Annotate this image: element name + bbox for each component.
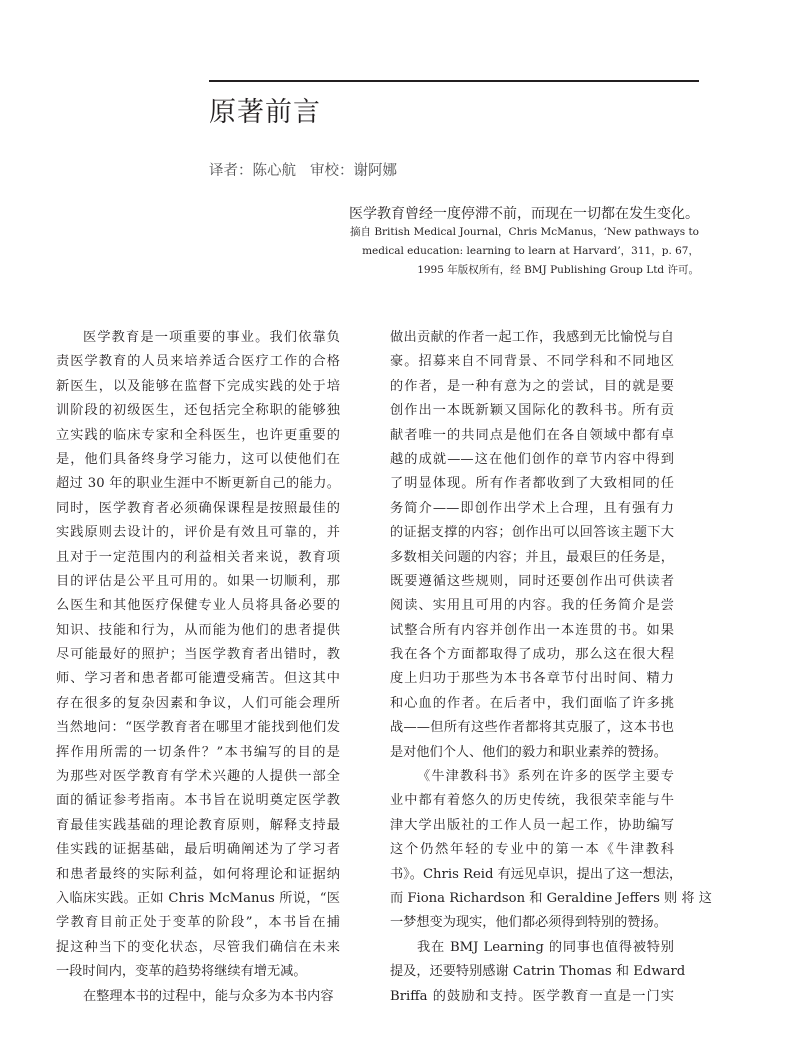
text-line: 了明显体现。所有作者都收到了大致相同的任: [390, 476, 674, 492]
text-line: 豪。招募来自不同背景、不同学科和不同地区: [390, 354, 674, 370]
epigraph-quote: 医学教育曾经一度停滞不前，而现在一切都在发生变化。: [349, 206, 699, 222]
text-line: 多数相关问题的内容；并且，最艰巨的任务是，: [390, 549, 674, 565]
text-line: 立实践的临床专家和全科医生，也许更重要的: [56, 427, 340, 443]
text-line: 度上归功于那些为本书各章节付出时间、精力: [390, 671, 674, 687]
credits: [209, 160, 397, 182]
text-line: 提及，还要特别感谢 Catrin Thomas 和 Edward: [390, 964, 686, 980]
source-line: 1995 年版权所有，经 BMJ Publishing Group Ltd 许可。: [417, 264, 699, 276]
text-line: 尽可能最好的照护；当医学教育者出错时，教: [56, 647, 340, 663]
text-line: 同时，医学教育者必须确保课程是按照最佳的: [56, 500, 340, 516]
text-line: 知识、技能和行为，从而能为他们的患者提供: [56, 622, 340, 638]
text-line: 为那些对医学教育有学术兴趣的人提供一部全: [56, 769, 340, 785]
text-line: 战——但所有这些作者都将其克服了，这本书也: [390, 720, 674, 736]
text-line: 书》。Chris Reid 有远见卓识，提出了这一想法，: [390, 866, 683, 882]
text-line: 育最佳实践基础的理论教育原则，解释支持最: [56, 817, 340, 833]
text-line: 越的成就——这在他们创作的章节内容中得到: [390, 451, 674, 467]
text-line: 和心血的作者。在后者中，我们面临了许多挑: [390, 695, 674, 711]
text-line: 学教育目前正处于变革的阶段”，本书旨在捕: [56, 915, 340, 931]
text-line: 务简介——即创作出学术上合理，且有强有力: [390, 500, 674, 516]
text-line: 既要遵循这些规则，同时还要创作出可供读者: [390, 573, 674, 589]
translator-credit: 译者：陈心航: [209, 163, 296, 179]
text-line: 创作出一本既新颖又国际化的教科书。所有贡: [390, 403, 674, 419]
text-line: 我在 BMJ Learning 的同事也值得被特别: [417, 939, 674, 955]
text-line: 是对他们个人、他们的毅力和职业素养的赞扬。: [390, 744, 667, 760]
text-line: 师、学习者和患者都可能遭受痛苦。但这其中: [56, 671, 340, 687]
text-line: 新医生，以及能够在监督下完成实践的处于培: [56, 378, 340, 394]
text-line: 的作者，是一种有意为之的尝试，目的就是要: [390, 378, 674, 394]
text-line: 的证据支撑的内容；创作出可以回答该主题下大: [390, 525, 674, 541]
left-column: [56, 326, 340, 1009]
text-line: 而 Fiona Richardson 和 Geraldine Jeffers 则 将 这: [390, 890, 712, 906]
source-line: 摘自 British Medical Journal，Chris McManus，‘New pathways to: [349, 226, 699, 238]
text-line: 佳实践的证据基础，最后明确阐述为了学习者: [56, 842, 340, 858]
text-line: 这个仍然年轻的专业中的第一本《牛津教科: [390, 842, 674, 858]
text-line: 在整理本书的过程中，能与众多为本书内容: [83, 988, 334, 1004]
text-line: 献者唯一的共同点是他们在各自领域中都有卓: [390, 427, 674, 443]
text-line: 责医学教育的人员来培养适合医疗工作的合格: [56, 354, 340, 370]
text-line: 一梦想变为现实，他们都必须得到特别的赞扬。: [390, 915, 667, 931]
page-title: 原著前言: [209, 97, 321, 128]
text-line: 面的循证参考指南。本书旨在说明奠定医学教: [56, 793, 340, 809]
text-line: 一段时间内，变革的趋势将继续有增无减。: [56, 964, 307, 980]
source-line: medical education: learning to learn at Harvard’，311，p. 67，: [362, 245, 699, 257]
epigraph-source: [259, 223, 699, 280]
text-line: 是，他们具备终身学习能力，这可以使他们在: [56, 451, 340, 467]
text-line: 《牛津教科书》系列在许多的医学主要专: [417, 769, 674, 785]
reviewer-credit: 审校：谢阿娜: [310, 163, 397, 179]
text-line: 入临床实践。正如 Chris McManus 所说，“医: [56, 890, 340, 906]
text-line: 和患者最终的实际利益，如何将理论和证据纳: [56, 866, 340, 882]
text-line: 津大学出版社的工作人员一起工作，协助编写: [390, 817, 674, 833]
text-line: 捉这种当下的变化状态，尽管我们确信在未来: [56, 939, 340, 955]
text-line: 存在很多的复杂因素和争议，人们可能会理所: [56, 695, 340, 711]
text-line: 挥作用所需的一切条件？”本书编写的目的是: [56, 744, 340, 760]
text-line: 业中都有着悠久的历史传统，我很荣幸能与牛: [390, 793, 674, 809]
right-column: [390, 326, 712, 1009]
text-line: 我在各个方面都取得了成功，那么这在很大程: [390, 647, 674, 663]
text-line: 阅读、实用且可用的内容。我的任务简介是尝: [390, 598, 674, 614]
text-line: 训阶段的初级医生，还包括完全称职的能够独: [56, 403, 340, 419]
header-rule: [209, 80, 699, 82]
text-line: 试整合所有内容并创作出一本连贯的书。如果: [390, 622, 674, 638]
text-line: 么医生和其他医疗保健专业人员将具备必要的: [56, 598, 340, 614]
text-line: 做出贡献的作者一起工作，我感到无比愉悦与自: [390, 330, 674, 345]
text-line: Briffa 的鼓励和支持。医学教育一直是一门实: [390, 988, 674, 1004]
text-line: 实践原则去设计的，评价是有效且可靠的，并: [56, 525, 340, 541]
text-line: 当然地问：“医学教育者在哪里才能找到他们发: [56, 720, 340, 736]
text-line: 且对于一定范围内的利益相关者来说，教育项: [56, 549, 340, 565]
text-line: 医学教育是一项重要的事业。我们依靠负: [83, 330, 340, 345]
text-line: 超过 30 年的职业生涯中不断更新自己的能力。: [56, 476, 340, 492]
text-line: 目的评估是公平且可用的。如果一切顺利，那: [56, 573, 340, 589]
